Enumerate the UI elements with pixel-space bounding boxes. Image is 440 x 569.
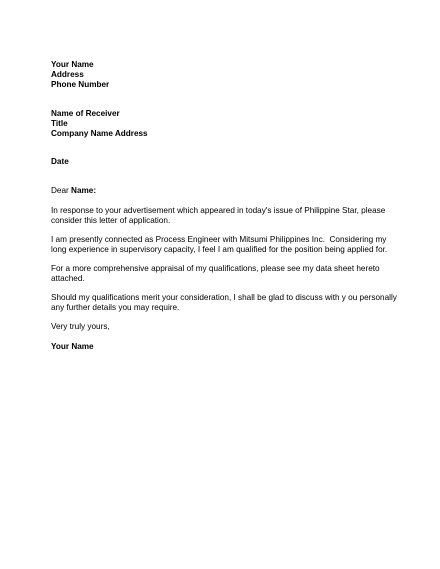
paragraph-line: long experience in supervisory capacity, I feel I am qualified for the position being applied for. <box>51 245 388 254</box>
receiver-block <box>51 109 401 139</box>
signature-name: Your Name <box>51 342 94 351</box>
paragraph-line: Should my qualifications merit your consideration, I shall be glad to discuss with y ou personally <box>51 293 397 302</box>
sender-phone: Phone Number <box>51 80 110 89</box>
date-block <box>51 157 401 167</box>
paragraph-line: I am presently connected as Process Engineer with Mitsumi Philippines Inc. Considering my <box>51 235 387 244</box>
paragraph-1 <box>51 206 401 226</box>
paragraph-line: attached. <box>51 274 85 283</box>
sender-block <box>51 60 401 90</box>
letter-date: Date <box>51 157 69 166</box>
paragraph-3 <box>51 264 401 284</box>
closing-block <box>51 322 401 332</box>
receiver-title: Title <box>51 119 68 128</box>
paragraph-line: consider this letter of application. <box>51 216 171 225</box>
paragraph-line: In response to your advertisement which appeared in today's issue of Philippine Star, please <box>51 206 386 215</box>
receiver-name: Name of Receiver <box>51 109 120 118</box>
sender-address: Address <box>51 70 84 79</box>
signature-block <box>51 342 401 352</box>
receiver-company: Company Name Address <box>51 129 148 138</box>
paragraph-line: any further details you may require. <box>51 303 180 312</box>
paragraph-4 <box>51 293 401 313</box>
sender-name: Your Name <box>51 60 94 69</box>
salutation-greeting: Dear <box>51 186 72 195</box>
closing-text: Very truly yours, <box>51 322 110 331</box>
salutation-name: Name: <box>71 186 97 195</box>
salutation <box>51 186 401 196</box>
paragraph-line: For a more comprehensive appraisal of my qualifications, please see my data sheet hereto <box>51 264 380 273</box>
paragraph-2 <box>51 235 401 255</box>
